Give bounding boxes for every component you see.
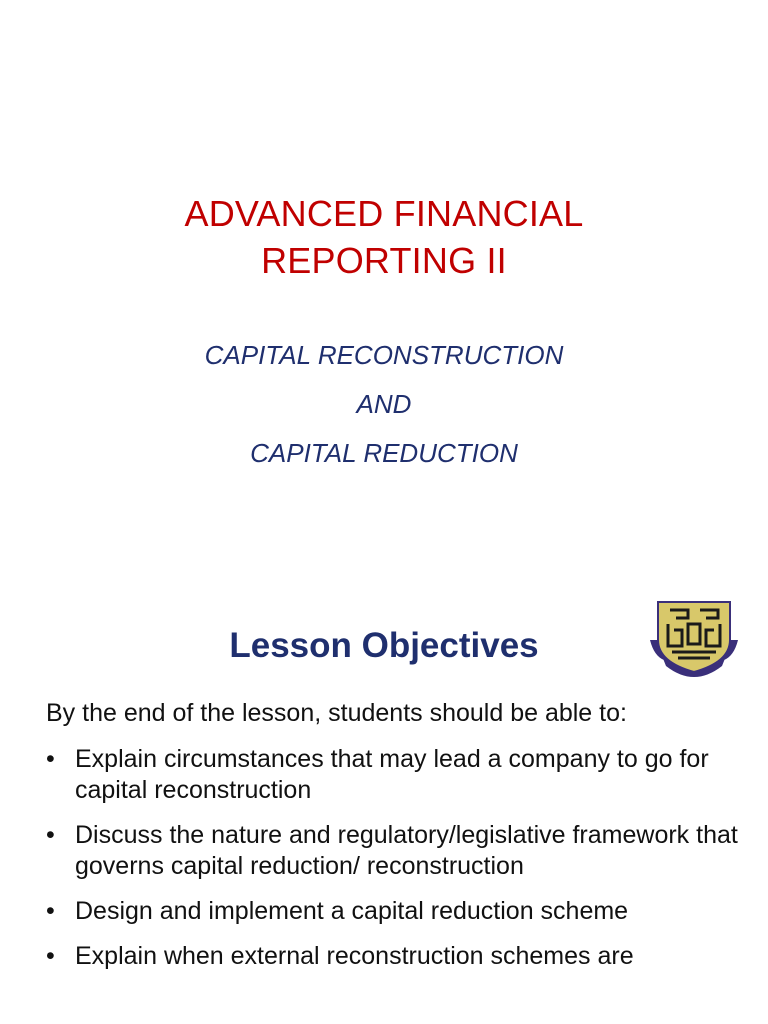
subtitle-line-2: AND	[356, 389, 412, 419]
objective-text: Design and implement a capital reduction scheme	[75, 897, 629, 925]
objectives-list	[46, 744, 746, 986]
subtitle-line-3: CAPITAL REDUCTION	[250, 438, 518, 468]
bullet-glyph: •	[46, 897, 55, 925]
list-item	[46, 820, 746, 882]
bullet-glyph: •	[46, 942, 55, 970]
bullet-glyph: •	[46, 745, 55, 773]
objectives-intro: By the end of the lesson, students should be able to:	[46, 699, 627, 727]
list-item	[46, 896, 746, 927]
course-title-line-1: ADVANCED FINANCIAL	[184, 193, 584, 234]
objective-text: Explain when external reconstruction schemes are	[75, 942, 634, 970]
bullet-glyph: •	[46, 821, 55, 849]
course-title-line-2: REPORTING II	[261, 240, 507, 281]
list-item	[46, 744, 746, 806]
objective-text: Discuss the nature and regulatory/legislative framework that governs capital reduction/ reconstruction	[75, 821, 738, 880]
university-crest-icon	[648, 600, 740, 678]
objective-text: Explain circumstances that may lead a company to go for capital reconstruction	[75, 745, 709, 804]
objectives-slide	[0, 576, 768, 1024]
course-subtitle	[0, 331, 768, 478]
objectives-heading: Lesson Objectives	[229, 626, 539, 665]
list-item	[46, 941, 746, 972]
subtitle-line-1: CAPITAL RECONSTRUCTION	[204, 340, 564, 370]
course-title	[0, 190, 768, 284]
